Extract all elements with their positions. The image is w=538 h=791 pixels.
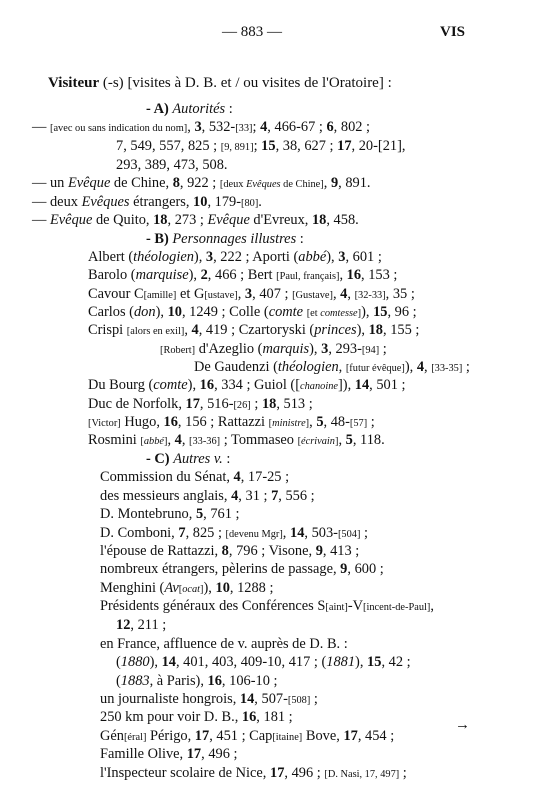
- text-run: D. Comboni,: [100, 525, 179, 541]
- text-run: D. Montebruno,: [100, 506, 196, 522]
- text-run: [incent-de-Paul]: [363, 602, 431, 613]
- entry-headword-suffix: (-s): [99, 75, 124, 91]
- text-run: Evêques: [246, 179, 281, 190]
- text-run: , 156 ; Rattazzi: [177, 414, 269, 430]
- text-run: Autorités: [172, 101, 226, 117]
- text-run: , 407 ;: [252, 286, 293, 302]
- text-run: - A): [146, 101, 173, 117]
- text-run: ),: [187, 377, 200, 393]
- text-run: , 293-: [328, 341, 362, 357]
- entry-line: [100, 542, 359, 560]
- entry-line: [88, 376, 406, 396]
- text-run: 17: [337, 138, 352, 154]
- text-run: 4: [340, 286, 348, 302]
- text-run: , 38, 627 ;: [275, 138, 338, 154]
- text-run: 10: [167, 304, 182, 320]
- entry-line: [116, 653, 411, 671]
- text-run: [33-35]: [431, 363, 463, 374]
- text-run: nombreux étrangers, pèlerins de passage,: [100, 561, 341, 577]
- text-run: 14: [354, 377, 370, 393]
- text-run: , 922 ;: [179, 175, 220, 191]
- text-run: , 96 ;: [387, 304, 417, 320]
- text-run: , 118.: [352, 432, 385, 448]
- text-run: ),: [404, 359, 417, 375]
- text-run: , 466 ; Bert: [207, 267, 277, 283]
- text-run: ;: [310, 691, 318, 707]
- text-run: 3: [194, 119, 202, 135]
- text-run: [deux: [219, 179, 247, 190]
- text-run: Bove,: [302, 728, 344, 744]
- text-run: 14: [239, 691, 255, 707]
- text-run: , 31 ;: [238, 488, 272, 504]
- text-run: ;: [250, 396, 262, 412]
- text-run: 10: [215, 580, 230, 596]
- text-run: [33]: [235, 123, 253, 134]
- text-run: 4: [231, 488, 239, 504]
- entry-headword: Visiteur: [48, 75, 100, 91]
- text-run: , 35 ;: [385, 286, 415, 302]
- text-run: Hugo,: [120, 414, 164, 430]
- text-run: 1881: [326, 654, 356, 670]
- text-run: Périgo,: [146, 728, 195, 744]
- text-run: [amille]: [143, 290, 177, 301]
- entry-line: [100, 597, 434, 617]
- text-run: marquis: [262, 341, 310, 357]
- text-run: , 600 ;: [347, 561, 384, 577]
- text-run: ,: [309, 414, 317, 430]
- text-run: , 181 ;: [256, 709, 293, 725]
- text-run: [9, 891]: [220, 142, 254, 153]
- text-run: ocat: [182, 584, 201, 595]
- text-run: étrangers,: [129, 194, 194, 210]
- text-run: De Gaudenzi (: [194, 359, 278, 375]
- text-run: [80]: [241, 198, 259, 209]
- entry-line: [100, 579, 273, 599]
- text-run: [26]: [233, 400, 251, 411]
- entry-line: [100, 727, 394, 747]
- entry-definition: [visites à D. B. et / ou visites de l'Oratoire] :: [123, 75, 392, 91]
- text-run: ),: [356, 322, 369, 338]
- entry-line: [100, 560, 384, 578]
- text-run: princes: [314, 322, 357, 338]
- text-run: [futur évêque]: [345, 363, 405, 374]
- text-run: 16: [163, 414, 178, 430]
- entry-line: [100, 745, 238, 763]
- text-run: abbé: [298, 249, 327, 265]
- text-run: ]),: [337, 377, 355, 393]
- text-run: comte: [268, 304, 304, 320]
- text-run: , 419 ; Czartoryski (: [198, 322, 315, 338]
- text-run: 6: [326, 119, 334, 135]
- text-run: , 155 ;: [383, 322, 420, 338]
- text-run: 16: [207, 673, 222, 689]
- text-run: 8: [221, 543, 229, 559]
- text-run: 5: [195, 506, 204, 522]
- text-run: ,: [237, 286, 245, 302]
- text-run: l'épouse de Rattazzi,: [100, 543, 222, 559]
- entry-line: [100, 708, 293, 726]
- text-run: [508]: [287, 695, 311, 706]
- text-run: , 106-10 ;: [221, 673, 278, 689]
- text-run: l'Inspecteur scolaire de Nice,: [100, 765, 271, 781]
- entry-line: [88, 431, 385, 451]
- text-run: Albert (: [88, 249, 134, 265]
- entry-line: [88, 303, 417, 323]
- text-run: , 211 ;: [130, 617, 167, 633]
- text-run: comtesse: [320, 308, 358, 319]
- text-run: Personnages illustres: [172, 231, 297, 247]
- text-run: Carlos (: [88, 304, 134, 320]
- text-run: ]: [163, 436, 168, 447]
- text-run: Av: [164, 580, 179, 596]
- text-run: ,: [401, 138, 406, 154]
- text-run: :: [225, 101, 233, 117]
- text-run: 7: [116, 138, 124, 154]
- text-run: ),: [155, 304, 168, 320]
- text-run: 7: [178, 525, 186, 541]
- text-run: , 222 ; Aporti (: [213, 249, 299, 265]
- text-run: ]: [305, 418, 310, 429]
- text-run: ,: [184, 322, 192, 338]
- text-run: ),: [361, 304, 374, 320]
- text-run: 18: [311, 212, 327, 228]
- text-run: 4: [260, 119, 268, 135]
- text-run: [33-36]: [189, 436, 221, 447]
- text-run: don: [133, 304, 156, 320]
- entry-line: [116, 616, 166, 634]
- text-run: , 466-67 ;: [267, 119, 327, 135]
- text-run: Evêques: [81, 194, 130, 210]
- text-run: [aint]: [325, 602, 348, 613]
- text-run: , 825 ;: [185, 525, 226, 541]
- text-run: , 796 ; Visone,: [228, 543, 316, 559]
- entry-line: [100, 487, 315, 505]
- text-run: , 532-: [201, 119, 236, 135]
- text-run: marquise: [135, 267, 189, 283]
- text-run: ;: [379, 341, 387, 357]
- text-run: ,: [430, 598, 434, 614]
- text-run: ),: [193, 249, 206, 265]
- text-run: chanoine: [300, 381, 338, 392]
- text-run: , 601 ;: [345, 249, 382, 265]
- text-run: ,: [347, 286, 355, 302]
- text-run: 12: [116, 617, 131, 633]
- text-run: [D. Nasi, 17, 497]: [324, 769, 400, 780]
- text-run: ),: [188, 267, 201, 283]
- text-run: ,: [187, 119, 195, 135]
- text-run: 3: [338, 249, 346, 265]
- text-run: , 401, 403, 409-10, 417 ; (: [175, 654, 327, 670]
- text-run: ,: [424, 359, 432, 375]
- text-run: 1883: [120, 673, 150, 689]
- text-run: 17: [270, 765, 285, 781]
- text-run: ),: [149, 654, 162, 670]
- text-run: [57]: [349, 418, 368, 429]
- entry-line: [146, 230, 304, 248]
- text-run: 18: [153, 212, 168, 228]
- text-run: 17: [343, 728, 358, 744]
- text-run: de Chine,: [110, 175, 173, 191]
- text-run: un journaliste hongrois,: [100, 691, 240, 707]
- text-run: [: [178, 584, 183, 595]
- text-run: [et: [306, 308, 321, 319]
- text-run: 14: [290, 525, 305, 541]
- text-run: [itaine]: [272, 732, 303, 743]
- text-run: 10: [193, 194, 208, 210]
- text-run: [Victor]: [88, 418, 121, 429]
- text-run: 3: [244, 286, 253, 302]
- text-run: 4: [191, 322, 199, 338]
- text-run: 3: [321, 341, 329, 357]
- text-run: ,: [282, 525, 290, 541]
- text-run: écrivain: [301, 436, 335, 447]
- entry-line: [194, 358, 470, 378]
- entry-line: [88, 285, 415, 305]
- text-run: abbé: [143, 436, 164, 447]
- entry-line: [116, 672, 277, 690]
- text-run: , 179-: [207, 194, 242, 210]
- text-run: 16: [346, 267, 362, 283]
- text-run: , 501 ;: [369, 377, 406, 393]
- text-run: 15: [367, 654, 382, 670]
- text-run: Duc de Norfolk,: [88, 396, 186, 412]
- text-run: ]: [200, 584, 204, 595]
- text-run: , à Paris),: [149, 673, 208, 689]
- text-run: Evêque: [207, 212, 250, 228]
- text-run: , 48-: [323, 414, 350, 430]
- text-run: ;: [462, 359, 470, 375]
- text-run: 17: [185, 396, 200, 412]
- text-run: Evêque: [67, 175, 111, 191]
- text-run: 14: [161, 654, 176, 670]
- entry-line: [32, 211, 359, 229]
- text-run: 2: [200, 267, 208, 283]
- text-run: 16: [199, 377, 215, 393]
- text-run: [avec ou sans indication du nom]: [50, 123, 188, 134]
- text-run: , 20-: [351, 138, 378, 154]
- text-run: — deux: [32, 194, 82, 210]
- text-run: , 153 ;: [361, 267, 398, 283]
- text-run: 16: [241, 709, 257, 725]
- text-run: ,: [338, 359, 346, 375]
- text-run: , 516-: [199, 396, 234, 412]
- text-run: d'Azeglio (: [195, 341, 263, 357]
- text-run: , 513 ;: [276, 396, 313, 412]
- entry-line: [116, 156, 228, 174]
- text-run: 3: [205, 249, 214, 265]
- text-run: 17: [194, 728, 210, 744]
- text-run: Menghini (: [100, 580, 165, 596]
- text-run: , 413 ;: [322, 543, 360, 559]
- text-run: [21]: [377, 138, 402, 154]
- text-run: de Quito,: [92, 212, 154, 228]
- text-run: ),: [309, 341, 322, 357]
- text-run: (: [116, 654, 121, 670]
- text-run: , 454 ;: [357, 728, 395, 744]
- text-run: ),: [203, 580, 216, 596]
- text-run: 5: [316, 414, 324, 430]
- text-run: , 496 ;: [284, 765, 325, 781]
- text-run: Autres v.: [173, 451, 223, 467]
- text-run: [32-33]: [354, 290, 386, 301]
- text-run: ;: [367, 414, 375, 430]
- entry-line: [116, 137, 406, 157]
- text-run: ,: [167, 432, 175, 448]
- text-run: ;: [252, 119, 261, 135]
- text-run: Barolo (: [88, 267, 136, 283]
- text-run: , 503-: [304, 525, 338, 541]
- text-run: , 549, 557, 825 ;: [123, 138, 221, 154]
- text-run: ;: [360, 525, 369, 541]
- text-run: comte: [153, 377, 188, 393]
- text-run: [Gustave]: [292, 290, 333, 301]
- text-run: (: [116, 673, 121, 689]
- text-run: , 334 ; Guiol ([: [214, 377, 300, 393]
- text-run: [devenu Mgr]: [225, 529, 283, 540]
- text-run: des messieurs anglais,: [100, 488, 232, 504]
- text-run: —: [32, 119, 50, 135]
- entry-line: [100, 468, 289, 486]
- entry-line: [88, 413, 375, 433]
- entry-line: [100, 764, 407, 784]
- text-run: 9: [340, 561, 348, 577]
- text-run: 9: [330, 175, 339, 191]
- text-run: - B): [146, 231, 173, 247]
- page-number: — 883 —: [222, 24, 282, 40]
- text-run: , 451 ; Cap: [209, 728, 273, 744]
- text-run: ;: [399, 765, 407, 781]
- entry-heading: [48, 74, 392, 92]
- text-run: [ustave]: [204, 290, 238, 301]
- text-run: Présidents généraux des Conférences S: [100, 598, 326, 614]
- text-run: Commission du Sénat,: [100, 469, 234, 485]
- text-run: [Robert]: [160, 345, 196, 356]
- text-run: [alors en exil]: [126, 326, 185, 337]
- text-run: ,: [338, 432, 346, 448]
- text-run: 17: [186, 746, 202, 762]
- text-run: , 891.: [338, 175, 371, 191]
- text-run: , 507-: [254, 691, 288, 707]
- entry-line: [32, 118, 370, 138]
- text-run: 7: [271, 488, 279, 504]
- text-run: 250 km pour voir D. B.,: [100, 709, 242, 725]
- text-run: Gén: [100, 728, 124, 744]
- text-run: ]: [335, 436, 339, 447]
- text-run: 5: [345, 432, 353, 448]
- entry-line: [100, 524, 368, 544]
- text-run: ; Tommaseo: [220, 432, 298, 448]
- text-run: ,: [323, 175, 331, 191]
- text-run: , 761 ;: [203, 506, 240, 522]
- entry-line: [88, 266, 397, 286]
- text-run: ;: [253, 138, 262, 154]
- text-run: , 17-25 ;: [240, 469, 290, 485]
- text-run: Rosmini: [88, 432, 141, 448]
- text-run: .: [258, 194, 262, 210]
- entry-line: [100, 690, 318, 710]
- entry-line: [32, 193, 262, 213]
- text-run: , 802 ;: [333, 119, 371, 135]
- continuation-arrow-icon: →: [455, 717, 470, 733]
- text-run: 4: [416, 359, 425, 375]
- text-run: 4: [174, 432, 182, 448]
- text-run: 18: [368, 322, 383, 338]
- text-run: [504]: [337, 529, 361, 540]
- text-run: théologien: [133, 249, 194, 265]
- text-run: Evêque: [50, 212, 93, 228]
- text-run: - C): [146, 451, 174, 467]
- text-run: [: [268, 418, 273, 429]
- text-run: -V: [347, 598, 364, 614]
- text-run: 4: [233, 469, 241, 485]
- text-run: 9: [315, 543, 323, 559]
- text-run: ,: [339, 267, 347, 283]
- text-run: ]: [357, 308, 362, 319]
- text-run: , 1249 ; Colle (: [181, 304, 269, 320]
- entry-line: [100, 505, 240, 523]
- running-head: VIS: [440, 24, 466, 40]
- text-run: ),: [355, 654, 368, 670]
- text-run: Cavour C: [88, 286, 144, 302]
- text-run: Famille Olive,: [100, 746, 187, 762]
- entry-line: [160, 340, 387, 360]
- text-run: ,: [181, 432, 190, 448]
- text-run: [: [297, 436, 302, 447]
- text-run: , 556 ;: [278, 488, 315, 504]
- text-run: [: [140, 436, 144, 447]
- text-run: théologien: [277, 359, 339, 375]
- text-run: 1880: [120, 654, 150, 670]
- text-run: Crispi: [88, 322, 127, 338]
- text-run: , 42 ;: [381, 654, 411, 670]
- text-run: 18: [261, 396, 277, 412]
- text-run: et G: [176, 286, 205, 302]
- text-run: [94]: [361, 345, 380, 356]
- entry-line: [146, 450, 230, 468]
- entry-line: [88, 248, 382, 266]
- text-run: 8: [172, 175, 180, 191]
- text-run: :: [222, 451, 231, 467]
- text-run: 15: [261, 138, 276, 154]
- text-run: , 458.: [326, 212, 359, 228]
- text-run: ,: [332, 286, 341, 302]
- text-run: 293, 389, 473, 508.: [116, 157, 228, 173]
- text-run: d'Evreux,: [249, 212, 312, 228]
- text-run: [éral]: [123, 732, 147, 743]
- text-run: — un: [32, 175, 68, 191]
- entry-line: [88, 395, 313, 415]
- entry-line: [32, 174, 371, 194]
- text-run: [Paul, français]: [276, 271, 340, 282]
- text-run: en France, affluence de v. auprès de D. B. :: [100, 636, 348, 652]
- entry-line: [88, 321, 419, 341]
- text-run: , 496 ;: [201, 746, 238, 762]
- text-run: :: [296, 231, 304, 247]
- text-run: 15: [373, 304, 388, 320]
- text-run: de Chine]: [280, 179, 324, 190]
- text-run: ),: [326, 249, 339, 265]
- text-run: , 1288 ;: [229, 580, 274, 596]
- text-run: Du Bourg (: [88, 377, 154, 393]
- text-run: —: [32, 212, 50, 228]
- text-run: , 273 ;: [167, 212, 208, 228]
- entry-line: [100, 635, 348, 653]
- entry-line: [146, 100, 233, 118]
- text-run: ministre: [272, 418, 306, 429]
